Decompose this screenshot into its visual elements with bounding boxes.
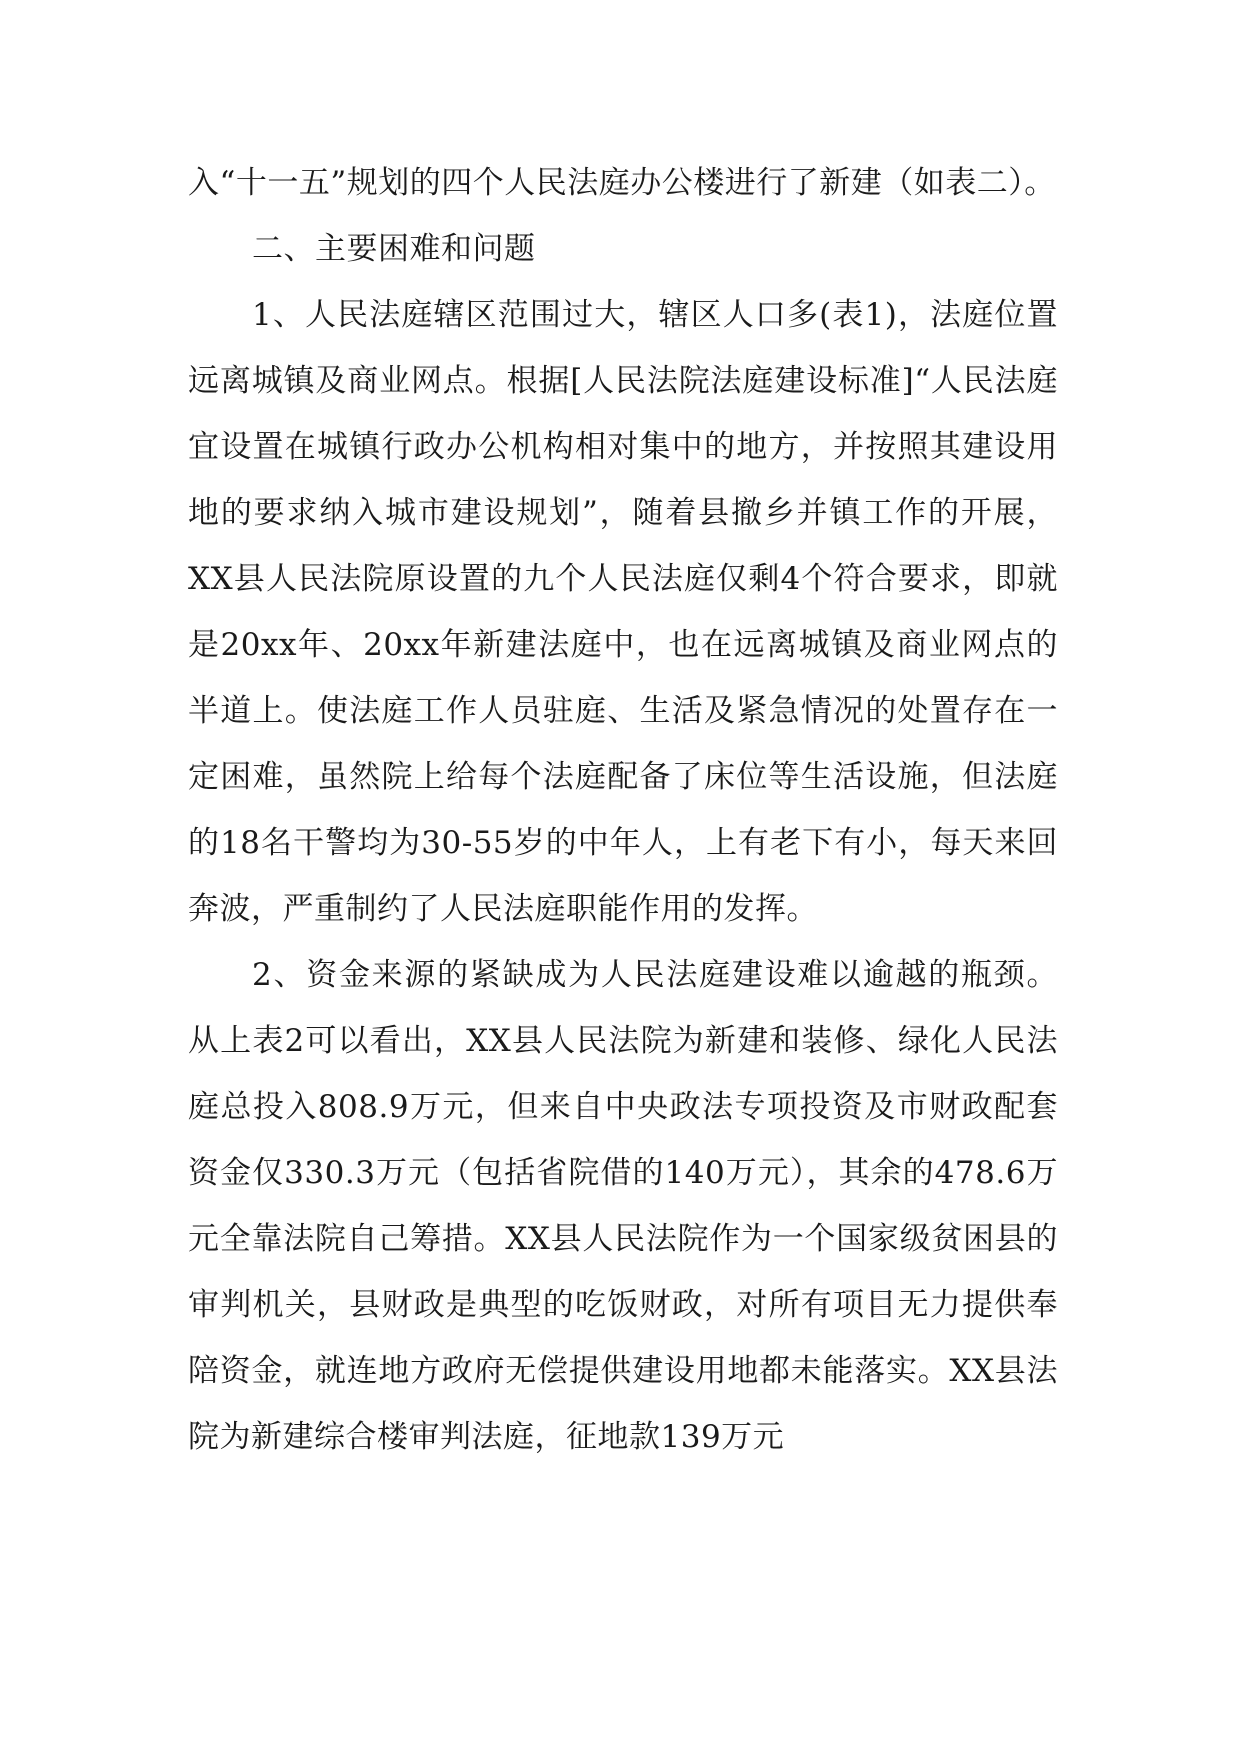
section-heading: 二、主要困难和问题: [252, 231, 536, 267]
paragraph-continuation: 入“十一五”规划的四个人民法庭办公楼进行了新建（如表二）。: [188, 165, 1056, 201]
paragraph-point-2: 2、资金来源的紧缺成为人民法庭建设难以逾越的瓶颈。从上表2可以看出，XX县人民法院为新建和装修、绿化人民法庭总投入808.9万元，但来自中央政法专项投资及市财政配套资金仅330.3万元（包括省院借的140万元），其余的478.6万元全靠法院自己筹措。XX县人民法院作为一个国家级贫困县的审判机关，县财政是典型的吃饭财政，对所有项目无力提供奉陪资金，就连地方政府无偿提供建设用地都未能落实。XX县法院为新建综合楼审判法庭，征地款139万元: [188, 957, 1058, 1455]
document-body: [188, 150, 1058, 1470]
paragraph-point-1: 1、人民法庭辖区范围过大，辖区人口多(表1)，法庭位置远离城镇及商业网点。根据[人民法院法庭建设标准]“人民法庭宜设置在城镇行政办公机构相对集中的地方，并按照其建设用地的要求纳入城市建设规划”，随着县撤乡并镇工作的开展，XX县人民法院原设置的九个人民法庭仅剩4个符合要求，即就是20xx年、20xx年新建法庭中，也在远离城镇及商业网点的半道上。使法庭工作人员驻庭、生活及紧急情况的处置存在一定困难，虽然院上给每个法庭配备了床位等生活设施，但法庭的18名干警均为30-55岁的中年人，上有老下有小，每天来回奔波，严重制约了人民法庭职能作用的发挥。: [188, 297, 1058, 927]
